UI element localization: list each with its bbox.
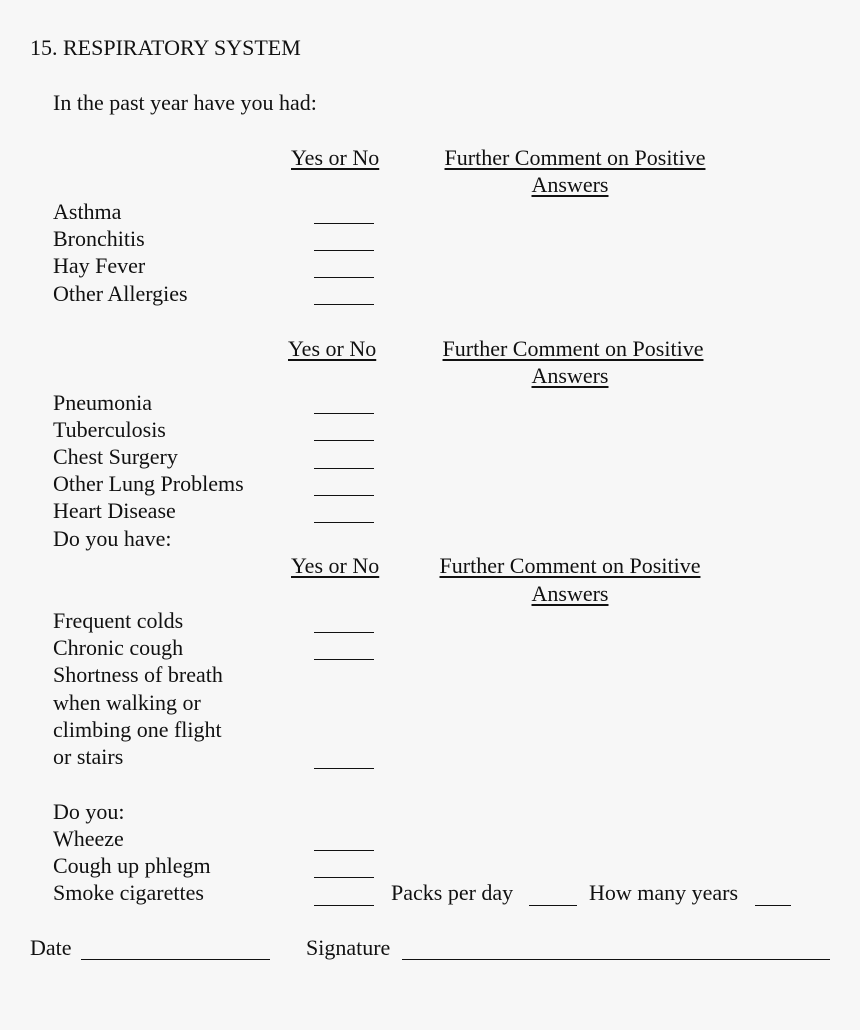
packs-per-day-label: Packs per day [391, 880, 514, 905]
comment-header-3-line1: Further Comment on Positive [439, 553, 701, 578]
how-many-years-blank[interactable] [755, 905, 791, 906]
comment-header-1-line2: Answers [531, 172, 609, 197]
item-bronchitis: Bronchitis [53, 226, 145, 251]
how-many-years-label: How many years [589, 880, 739, 905]
item-pneumonia: Pneumonia [53, 390, 152, 415]
yes-no-header-1: Yes or No [291, 145, 380, 170]
frequent-colds-answer-blank[interactable] [314, 632, 374, 633]
item-tuberculosis: Tuberculosis [53, 417, 166, 442]
asthma-answer-blank[interactable] [314, 223, 374, 224]
item-asthma: Asthma [53, 199, 122, 224]
comment-header-2-line1: Further Comment on Positive [442, 336, 704, 361]
tuberculosis-answer-blank[interactable] [314, 440, 374, 441]
item-smoke-cigarettes: Smoke cigarettes [53, 880, 204, 905]
intro-text: In the past year have you had: [53, 90, 317, 115]
item-frequent-colds: Frequent colds [53, 608, 184, 633]
comment-header-2-line2: Answers [531, 363, 609, 388]
item-wheeze: Wheeze [53, 826, 124, 851]
do-you-have-label: Do you have: [53, 526, 172, 551]
comment-header-1-line1: Further Comment on Positive [444, 145, 706, 170]
item-chronic-cough: Chronic cough [53, 635, 184, 660]
item-shortness-line3: climbing one flight [53, 717, 222, 742]
hay-fever-answer-blank[interactable] [314, 277, 374, 278]
phlegm-answer-blank[interactable] [314, 877, 374, 878]
comment-header-3-line2: Answers [531, 581, 609, 606]
wheeze-answer-blank[interactable] [314, 850, 374, 851]
signature-label: Signature [306, 935, 391, 960]
chest-surgery-answer-blank[interactable] [314, 468, 374, 469]
date-blank[interactable] [81, 959, 270, 960]
signature-blank[interactable] [402, 959, 830, 960]
item-shortness-line1: Shortness of breath [53, 662, 223, 687]
other-lung-problems-answer-blank[interactable] [314, 495, 374, 496]
item-shortness-line2: when walking or [53, 690, 201, 715]
section-title: 15. RESPIRATORY SYSTEM [30, 35, 301, 60]
other-allergies-answer-blank[interactable] [314, 304, 374, 305]
item-other-allergies: Other Allergies [53, 281, 188, 306]
smoke-answer-blank[interactable] [314, 905, 374, 906]
item-chest-surgery: Chest Surgery [53, 444, 178, 469]
item-other-lung-problems: Other Lung Problems [53, 471, 244, 496]
heart-disease-answer-blank[interactable] [314, 522, 374, 523]
packs-per-day-blank[interactable] [529, 905, 577, 906]
date-label: Date [30, 935, 72, 960]
bronchitis-answer-blank[interactable] [314, 250, 374, 251]
item-cough-up-phlegm: Cough up phlegm [53, 853, 211, 878]
pneumonia-answer-blank[interactable] [314, 413, 374, 414]
do-you-label: Do you: [53, 799, 125, 824]
shortness-answer-blank[interactable] [314, 768, 374, 769]
item-hay-fever: Hay Fever [53, 253, 146, 278]
item-shortness-line4: or stairs [53, 744, 124, 769]
item-heart-disease: Heart Disease [53, 498, 176, 523]
chronic-cough-answer-blank[interactable] [314, 659, 374, 660]
yes-no-header-3: Yes or No [291, 553, 380, 578]
yes-no-header-2: Yes or No [288, 336, 377, 361]
